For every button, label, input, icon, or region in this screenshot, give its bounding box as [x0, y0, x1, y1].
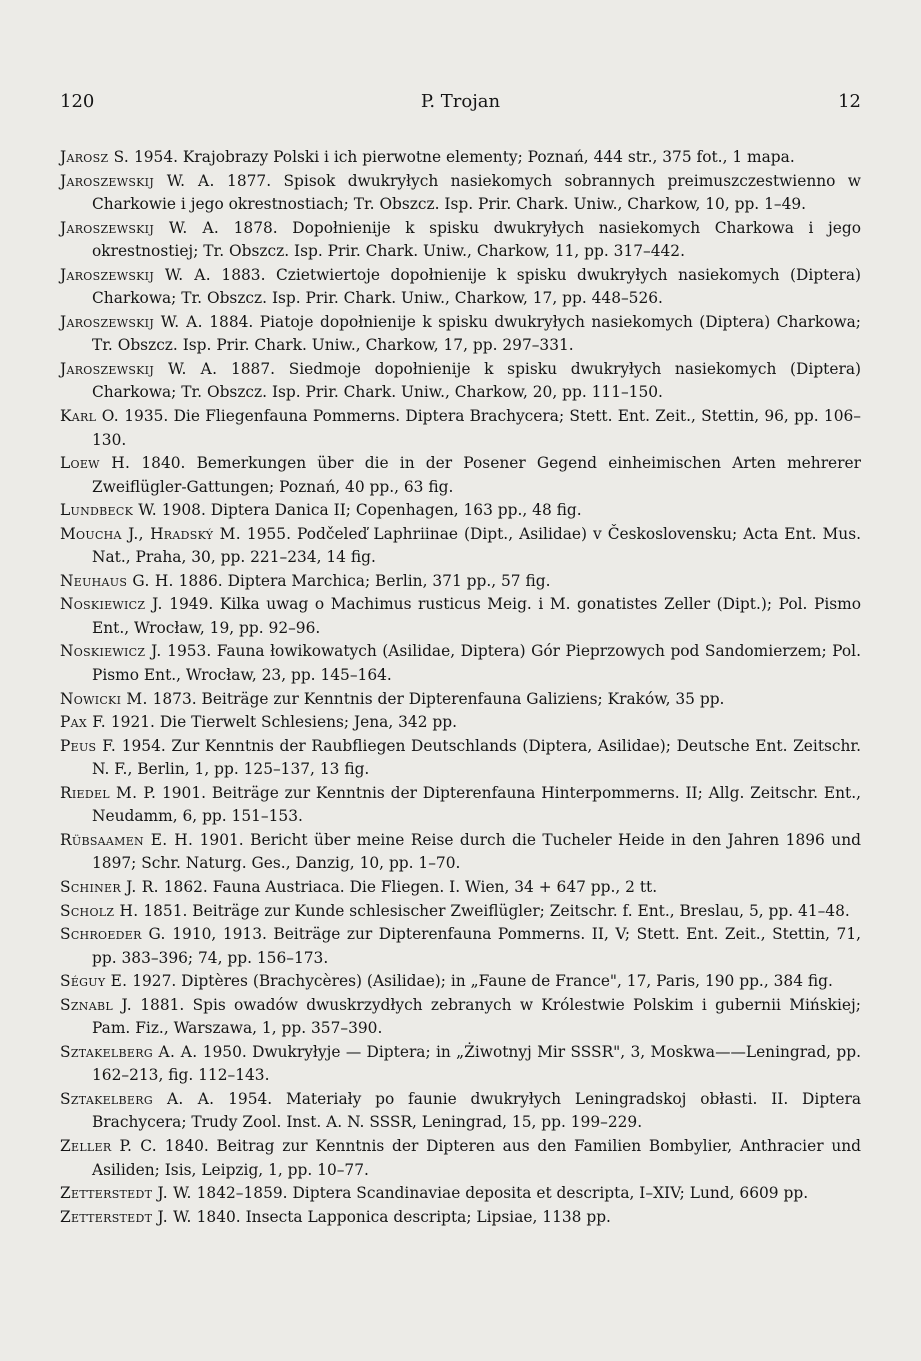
reference-text: 1927. Diptères (Brachycères) (Asilidae); in „Faune de France", 17, Paris, 190 pp., 384 fig. [127, 972, 833, 991]
reference-text: 1901. Bericht über meine Reise durch die Tucheler Heide in den Jahren 1896 und 1897; Schr. Naturg. Ges., Danzig, 10, pp. 1–70. [92, 830, 861, 873]
reference-text: 1877. Spisok dwukryłych nasiekomych sobrannych preimuszczestwienno w Charkowie i jego okrestnostiach; Tr. Obszcz. Isp. Prir. Chark. Uniw., Charkow, 10, pp. 1–49. [92, 171, 861, 214]
reference-entry [60, 170, 861, 217]
reference-author: Schroeder G. [60, 925, 166, 944]
reference-entry [60, 217, 861, 264]
reference-entry [60, 146, 861, 170]
reference-text: 1955. Podčeleď Laphriinae (Dipt., Asilidae) v Československu; Acta Ent. Mus. Nat., Praha, 30, pp. 221–234, 14 fig. [92, 524, 861, 567]
reference-text: 1910, 1913. Beiträge zur Dipterenfauna Pommerns. II, V; Stett. Ent. Zeit., Stettin, 71, pp. 383–396; 74, pp. 156–173. [92, 925, 861, 967]
reference-author: Riedel M. P. [60, 783, 157, 802]
reference-text: 1884. Piatoje dopołnienije k spisku dwukryłych nasiekomych (Diptera) Charkowa; Tr. Obszcz. Isp. Prir. Chark. Uniw., Charkow, 17, pp. 297–331. [92, 312, 861, 355]
reference-entry [60, 358, 861, 405]
reference-author: Nowicki M. [60, 689, 148, 708]
reference-entry [60, 782, 861, 829]
reference-author: Karl O. [60, 407, 119, 426]
reference-author: Jaroszewskij W. A. [60, 218, 220, 237]
reference-entry [60, 1206, 861, 1230]
reference-entry [60, 1135, 861, 1182]
reference-entry [60, 593, 861, 640]
reference-entry [60, 735, 861, 782]
reference-author: Sztakelberg A. A. [60, 1089, 215, 1108]
reference-text: 1935. Die Fliegenfauna Pommerns. Diptera Brachycera; Stett. Ent. Zeit., Stettin, 96, pp. 106–130. [92, 407, 861, 449]
reference-text: 1953. Fauna łowikowatych (Asilidae, Diptera) Gór Pieprzowych pod Sandomierzem; Pol. Pismo Ent., Wrocław, 23, pp. 145–164. [92, 642, 861, 685]
reference-author: Jarosz S. [60, 148, 130, 166]
reference-text: 1886. Diptera Marchica; Berlin, 371 pp., 57 fig. [173, 571, 551, 590]
reference-entry [60, 1041, 861, 1088]
reference-author: Jaroszewskij W. A. [60, 265, 211, 284]
reference-entry [60, 829, 861, 876]
reference-entry [60, 311, 861, 358]
reference-entry [60, 688, 861, 712]
reference-author: Neuhaus G. H. [60, 571, 174, 590]
reference-entry [60, 970, 861, 994]
reference-author: Séguy E. [60, 972, 128, 991]
reference-entry [60, 923, 861, 970]
reference-author: Pax F. [60, 713, 106, 732]
reference-text: 1842–1859. Diptera Scandinaviae deposita et descripta, I–XIV; Lund, 6609 pp. [191, 1184, 809, 1203]
reference-text: 1954. Krajobrazy Polski i ich pierwotne elementy; Poznań, 444 str., 375 fot., 1 mapa. [129, 148, 795, 166]
reference-entry [60, 876, 861, 900]
running-header [60, 91, 861, 117]
reference-author: Moucha J., Hradský M. [60, 524, 241, 543]
reference-text: 1887. Siedmoje dopołnienije k spisku dwukryłych nasiekomych (Diptera) Charkowa; Tr. Obszcz. Isp. Prir. Chark. Uniw., Charkow, 20, pp. 111–150. [92, 359, 861, 402]
reference-author: Noskiewicz J. [60, 642, 162, 661]
reference-text: 1883. Czietwiertoje dopołnienije k spisku dwukryłych nasiekomych (Diptera) Charkowa; Tr. Obszcz. Isp. Prir. Chark. Uniw., Charkow, 17, pp. 448–526. [92, 265, 862, 308]
reference-author: Noskiewicz J. [60, 595, 163, 614]
reference-author: Peus F. [60, 736, 117, 755]
reference-text: 1901. Beiträge zur Kenntnis der Dipterenfauna Hinterpommerns. II; Allg. Zeitschr. Ent., Neudamm, 6, pp. 151–153. [92, 783, 861, 826]
reference-entry [60, 452, 861, 499]
reference-entry [60, 570, 861, 594]
reference-text: 1881. Spis owadów dwuskrzydłych zebranych w Królestwie Polskim i gubernii Mińskiej; Pam. Fiz., Warszawa, 1, pp. 357–390. [92, 995, 861, 1038]
reference-author: Jaroszewskij W. A. [60, 312, 203, 331]
reference-text: 1950. Dwukryłyje — Diptera; in „Żiwotnyj Mir SSSR", 3, Moskwa——Leningrad, pp. 162–213, fig. 112–143. [92, 1042, 861, 1085]
reference-author: Sznabl J. [60, 995, 132, 1014]
issue-number: 12 [838, 91, 861, 112]
reference-text: 1949. Kilka uwag o Machimus rusticus Meig. i M. gonatistes Zeller (Dipt.); Pol. Pismo Ent., Wrocław, 19, pp. 92–96. [92, 595, 862, 637]
reference-author: Jaroszewskij W. A. [60, 359, 218, 378]
reference-text: 1851. Beiträge zur Kunde schlesischer Zweiflügler; Zeitschr. f. Ent., Breslau, 5, pp. 41–48. [138, 901, 850, 920]
reference-entry [60, 264, 861, 311]
reference-author: Sztakelberg A. A. [60, 1042, 198, 1061]
reference-entry [60, 900, 861, 924]
reference-text: 1873. Beiträge zur Kenntnis der Dipterenfauna Galiziens; Kraków, 35 pp. [147, 689, 725, 708]
reference-author: Loew H. [60, 454, 131, 473]
reference-text: 1840. Beitrag zur Kenntnis der Dipteren aus den Familien Bombylier, Anthracier und Asiliden; Isis, Leipzig, 1, pp. 10–77. [92, 1136, 861, 1179]
reference-entry [60, 523, 861, 570]
reference-text: 1878. Dopołnienije k spisku dwukryłych nasiekomych Charkowa i jego okrestnostiej; Tr. Obszcz. Isp. Prir. Chark. Uniw., Charkow, 11, pp. 317–442. [92, 218, 861, 261]
reference-author: Zetterstedt J. W. [60, 1207, 192, 1226]
reference-text: 1954. Materiały po faunie dwukryłych Leningradskoj obłasti. II. Diptera Brachycera; Trudy Zool. Inst. A. N. SSSR, Leningrad, 15, pp. 199–229. [92, 1089, 862, 1132]
reference-text: 1840. Insecta Lapponica descripta; Lipsiae, 1138 pp. [191, 1207, 611, 1226]
reference-entry [60, 499, 861, 523]
page-number: 120 [60, 91, 95, 112]
reference-author: Scholz H. [60, 901, 139, 920]
reference-entry [60, 1182, 861, 1206]
running-author: P. Trojan [420, 91, 501, 112]
reference-entry [60, 640, 861, 687]
reference-entry [60, 994, 861, 1041]
reference-text: 1921. Die Tierwelt Schlesiens; Jena, 342 pp. [106, 713, 457, 732]
reference-entry [60, 405, 861, 452]
reference-text: 1862. Fauna Austriaca. Die Fliegen. I. Wien, 34 + 647 pp., 2 tt. [158, 877, 658, 896]
reference-list [60, 146, 861, 1229]
reference-author: Lundbeck W. [60, 501, 157, 520]
reference-author: Zetterstedt J. W. [60, 1184, 192, 1203]
reference-text: 1840. Bemerkungen über die in der Posener Gegend einheimischen Arten mehrerer Zweiflügler-Gattungen; Poznań, 40 pp., 63 fig. [92, 454, 861, 496]
reference-entry [60, 711, 861, 735]
reference-text: 1908. Diptera Danica II; Copenhagen, 163 pp., 48 fig. [156, 501, 582, 520]
reference-author: Jaroszewskij W. A. [60, 171, 215, 190]
reference-entry [60, 1088, 861, 1135]
reference-author: Schiner J. R. [60, 877, 159, 896]
reference-author: Zeller P. C. [60, 1136, 157, 1155]
reference-author: Rübsaamen E. H. [60, 830, 194, 849]
reference-text: 1954. Zur Kenntnis der Raubfliegen Deutschlands (Diptera, Asilidae); Deutsche Ent. Zeitschr. N. F., Berlin, 1, pp. 125–137, 13 fig. [92, 736, 861, 779]
